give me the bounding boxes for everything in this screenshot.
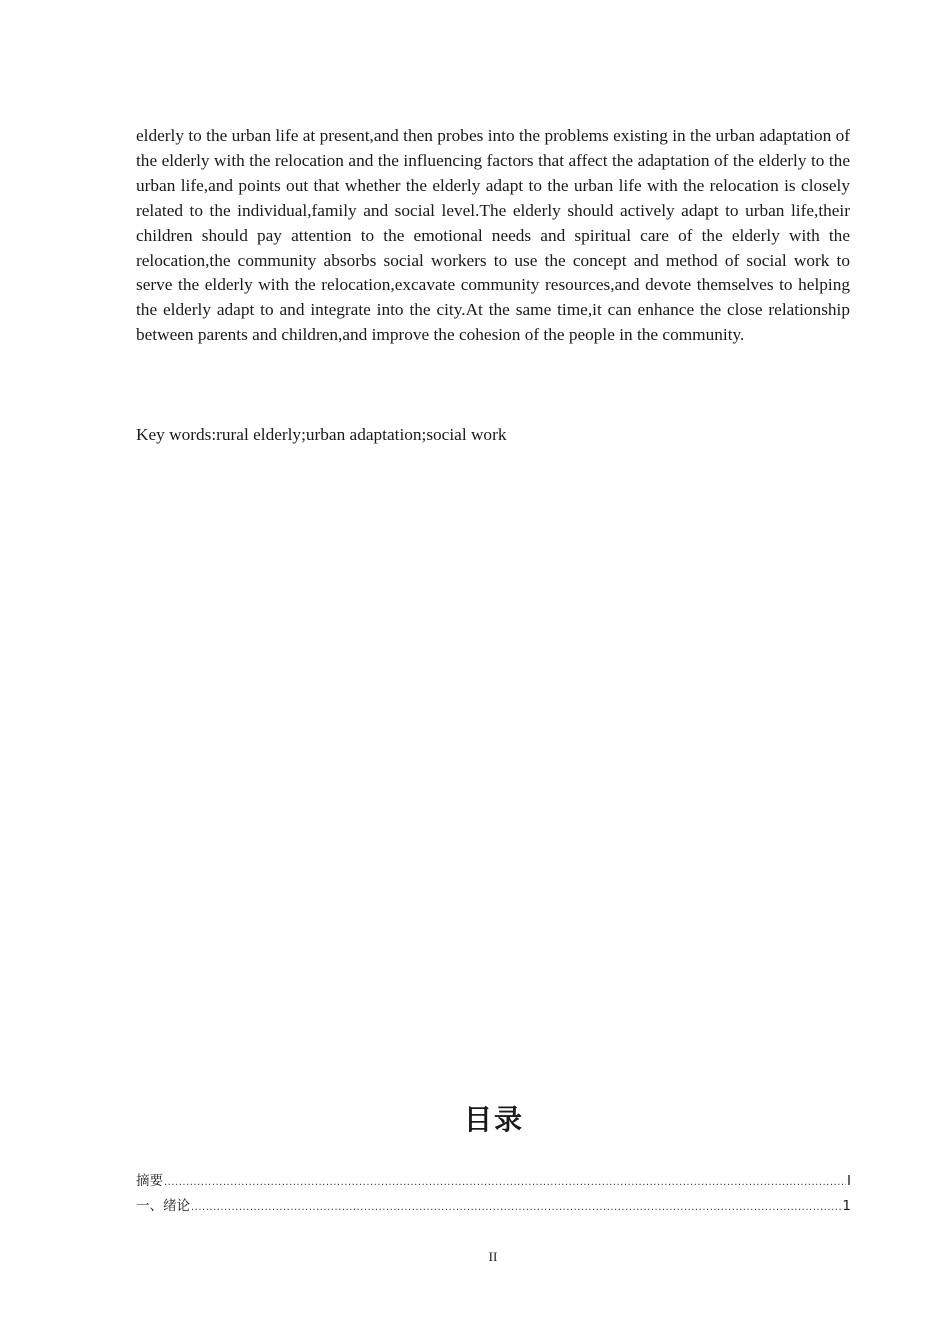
toc-dot-leader [191, 1199, 841, 1217]
toc-entry-page: I [847, 1173, 851, 1189]
toc-entry-introduction[interactable] [136, 1197, 851, 1217]
toc-entry-label: 摘要 [136, 1173, 163, 1189]
toc-title: 目录 [463, 1103, 524, 1136]
abstract-body-text: elderly to the urban life at present,and then probes into the problems existing in the urban adaptation of the elderly with the relocation and the influencing factors that affect the adaptation of the elderly to the urban life,and points out that whether the elderly adapt to the urban life with the relocation is closely related to the individual,family and social level.The elderly should actively adapt to urban life,their children should pay attention to the emotional needs and spiritual care of the elderly with the relocation,the community absorbs social workers to use the concept and method of social work to serve the elderly with the relocation,excavate community resources,and devote themselves to helping the elderly adapt to and integrate into the city.At the same time,it can enhance the close relationship between parents and children,and improve the cohesion of the people in the community. [136, 126, 850, 345]
keywords-line: Key words:rural elderly;urban adaptation;social work [136, 425, 507, 444]
toc-entry-page: 1 [842, 1198, 851, 1214]
toc-entry-abstract[interactable] [136, 1172, 851, 1192]
toc-dot-leader [164, 1174, 846, 1192]
page-number: II [488, 1249, 498, 1264]
toc-entry-label: 一、绪论 [136, 1198, 190, 1214]
